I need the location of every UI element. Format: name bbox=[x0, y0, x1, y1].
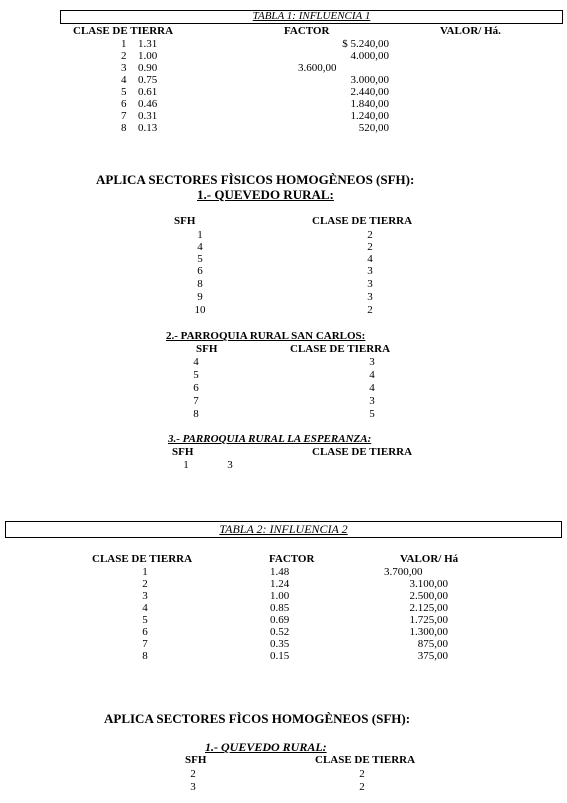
clase-value: 3 bbox=[367, 291, 373, 303]
table2-valor: 3.700,00 bbox=[384, 566, 423, 578]
sfh-value: 4 bbox=[197, 241, 203, 253]
san-carlos-title: 2.- PARROQUIA RURAL SAN CARLOS: bbox=[166, 330, 366, 342]
table1-valor: 1.840,00 bbox=[350, 98, 389, 110]
table2-title: TABLA 2: INFLUENCIA 2 bbox=[219, 522, 348, 536]
table2-valor: 2.500,00 bbox=[409, 590, 448, 602]
section2-heading: APLICA SECTORES FÌCOS HOMOGÈNEOS (SFH): bbox=[104, 711, 411, 726]
table2-valor: 375,00 bbox=[417, 650, 448, 662]
table-row bbox=[0, 110, 567, 122]
table-row bbox=[0, 650, 567, 662]
table-row bbox=[0, 356, 567, 368]
table2-factor: 0.35 bbox=[270, 638, 290, 650]
table2-clase: 2 bbox=[142, 578, 148, 590]
sfh-value: 3 bbox=[190, 781, 196, 793]
table-row bbox=[0, 459, 567, 471]
table1-factor: 0.46 bbox=[138, 98, 158, 110]
table-row bbox=[0, 768, 567, 780]
table2-factor: 1.48 bbox=[270, 566, 290, 578]
table-row bbox=[0, 638, 567, 650]
table1-valor: 520,00 bbox=[358, 122, 389, 134]
table-row bbox=[0, 253, 567, 265]
table2-valor: 2.125,00 bbox=[409, 602, 448, 614]
quevedo-col-clase: CLASE DE TIERRA bbox=[312, 215, 413, 227]
sfh-value: 2 bbox=[190, 768, 196, 780]
table2-clase: 3 bbox=[142, 590, 148, 602]
table1-clase: 7 bbox=[121, 110, 127, 122]
clase-value: 2 bbox=[367, 241, 373, 253]
table-row bbox=[0, 382, 567, 394]
sfh-value: 10 bbox=[194, 304, 206, 316]
la-esperanza-col-clase: CLASE DE TIERRA bbox=[312, 446, 413, 458]
table1-header-valor: VALOR/ Há. bbox=[440, 25, 501, 37]
table-row bbox=[0, 265, 567, 277]
san-carlos-col-sfh: SFH bbox=[196, 343, 218, 355]
sfh-value: 8 bbox=[197, 278, 203, 290]
table2-factor: 1.24 bbox=[270, 578, 290, 590]
section1-heading: APLICA SECTORES FÌSICOS HOMOGÈNEOS (SFH): bbox=[96, 172, 415, 187]
table2-clase: 4 bbox=[142, 602, 148, 614]
table2-valor: 1.725,00 bbox=[409, 614, 448, 626]
table1-factor: 0.75 bbox=[138, 74, 158, 86]
table2-valor: 1.300,00 bbox=[409, 626, 448, 638]
quevedo-rural-title: 1.- QUEVEDO RURAL: bbox=[197, 187, 334, 202]
sfh-value: 1 bbox=[197, 229, 203, 241]
quevedo2-col-clase: CLASE DE TIERRA bbox=[315, 754, 416, 766]
table-row bbox=[0, 626, 567, 638]
table1-clase: 1 bbox=[121, 38, 127, 50]
table-row bbox=[0, 122, 567, 134]
table2-factor: 0.15 bbox=[270, 650, 290, 662]
table-row bbox=[0, 614, 567, 626]
sfh-value: 4 bbox=[193, 356, 199, 368]
table-row bbox=[0, 74, 567, 86]
table2-factor: 0.85 bbox=[270, 602, 290, 614]
table-row bbox=[0, 278, 567, 290]
sfh-value: 1 bbox=[183, 459, 189, 471]
sfh-value: 6 bbox=[193, 382, 199, 394]
table2-valor: 3.100,00 bbox=[409, 578, 448, 590]
clase-value: 2 bbox=[359, 768, 365, 780]
clase-value: 3 bbox=[367, 278, 373, 290]
quevedo2-col-sfh: SFH bbox=[185, 754, 207, 766]
table1-valor: $ 5.240,00 bbox=[342, 38, 389, 50]
table-row bbox=[0, 241, 567, 253]
table-row bbox=[0, 578, 567, 590]
table2-clase: 5 bbox=[142, 614, 148, 626]
table-row bbox=[0, 291, 567, 303]
quevedo-col-sfh: SFH bbox=[174, 215, 196, 227]
table2-factor: 0.52 bbox=[270, 626, 290, 638]
table-row bbox=[0, 395, 567, 407]
table2-clase: 8 bbox=[142, 650, 148, 662]
table2-header-clase: CLASE DE TIERRA bbox=[92, 553, 193, 565]
table1-factor: 0.31 bbox=[138, 110, 158, 122]
table1-valor: 3.600,00 bbox=[298, 62, 337, 74]
table-row bbox=[0, 408, 567, 420]
table2-clase: 6 bbox=[142, 626, 148, 638]
table1-header-clase: CLASE DE TIERRA bbox=[73, 25, 174, 37]
table1-factor: 0.13 bbox=[138, 122, 158, 134]
clase-value: 2 bbox=[367, 304, 373, 316]
clase-value: 3 bbox=[227, 459, 233, 471]
table2-header-valor: VALOR/ Há bbox=[400, 553, 459, 565]
table1-factor: 0.61 bbox=[138, 86, 158, 98]
table1-clase: 3 bbox=[121, 62, 127, 74]
table1-valor: 3.000,00 bbox=[350, 74, 389, 86]
table2-factor: 0.69 bbox=[270, 614, 290, 626]
table-row bbox=[0, 98, 567, 110]
sfh-value: 5 bbox=[197, 253, 203, 265]
sfh-value: 5 bbox=[193, 369, 199, 381]
sfh-value: 8 bbox=[193, 408, 199, 420]
table1-clase: 2 bbox=[121, 50, 127, 62]
clase-value: 3 bbox=[369, 356, 375, 368]
la-esperanza-title: 3.- PARROQUIA RURAL LA ESPERANZA: bbox=[168, 433, 372, 445]
table-row bbox=[0, 62, 567, 74]
quevedo-rural-title-2: 1.- QUEVEDO RURAL: bbox=[205, 740, 327, 754]
table2-valor: 875,00 bbox=[417, 638, 448, 650]
table2-factor: 1.00 bbox=[270, 590, 290, 602]
table-row bbox=[0, 590, 567, 602]
table1-header-factor: FACTOR bbox=[284, 25, 330, 37]
table1-clase: 5 bbox=[121, 86, 127, 98]
table-row bbox=[0, 229, 567, 241]
table1-valor: 2.440,00 bbox=[350, 86, 389, 98]
table-row bbox=[0, 369, 567, 381]
table1-clase: 8 bbox=[121, 122, 127, 134]
table1-factor: 1.31 bbox=[138, 38, 158, 50]
table-row bbox=[0, 602, 567, 614]
table1-factor: 0.90 bbox=[138, 62, 158, 74]
table1-clase: 4 bbox=[121, 74, 127, 86]
san-carlos-col-clase: CLASE DE TIERRA bbox=[290, 343, 391, 355]
table-row bbox=[0, 38, 567, 50]
sfh-value: 7 bbox=[193, 395, 199, 407]
table2-header-factor: FACTOR bbox=[269, 553, 315, 565]
table2-clase: 1 bbox=[142, 566, 148, 578]
table-row bbox=[0, 86, 567, 98]
table-row bbox=[0, 781, 567, 793]
table-row bbox=[0, 50, 567, 62]
clase-value: 2 bbox=[367, 229, 373, 241]
table1-factor: 1.00 bbox=[138, 50, 158, 62]
table2-clase: 7 bbox=[142, 638, 148, 650]
clase-value: 3 bbox=[369, 395, 375, 407]
table-row bbox=[0, 304, 567, 316]
clase-value: 3 bbox=[367, 265, 373, 277]
clase-value: 4 bbox=[367, 253, 373, 265]
table1-clase: 6 bbox=[121, 98, 127, 110]
table1-title: TABLA 1: INFLUENCIA 1 bbox=[252, 10, 371, 22]
table1-valor: 1.240,00 bbox=[350, 110, 389, 122]
sfh-value: 6 bbox=[197, 265, 203, 277]
clase-value: 4 bbox=[369, 382, 375, 394]
table-row bbox=[0, 566, 567, 578]
table1-valor: 4.000,00 bbox=[350, 50, 389, 62]
clase-value: 4 bbox=[369, 369, 375, 381]
clase-value: 2 bbox=[359, 781, 365, 793]
clase-value: 5 bbox=[369, 408, 375, 420]
la-esperanza-col-sfh: SFH bbox=[172, 446, 194, 458]
sfh-value: 9 bbox=[197, 291, 203, 303]
